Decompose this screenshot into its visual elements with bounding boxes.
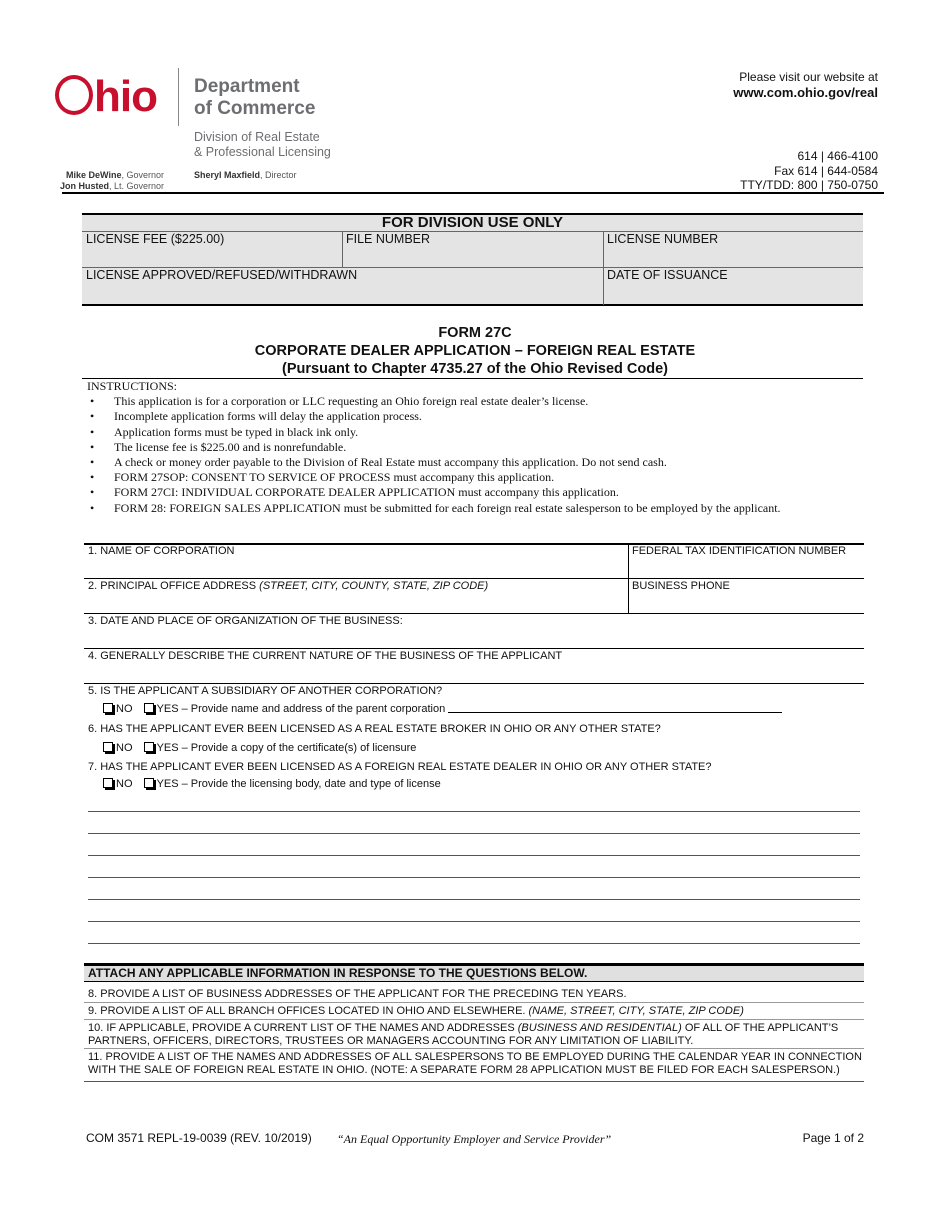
attach-rule <box>84 1002 864 1003</box>
license-fee-field[interactable]: LICENSE FEE ($225.00) <box>86 232 225 246</box>
governor-name: Mike DeWine <box>66 170 122 180</box>
director-line <box>194 170 297 180</box>
subsidiary-yes-label: YES – Provide name and address of the parent corporation <box>156 703 446 715</box>
subsidiary-yes-checkbox[interactable] <box>144 703 154 713</box>
governor-line <box>40 170 164 181</box>
dealer-license-question: 7. HAS THE APPLICANT EVER BEEN LICENSED AS A FOREIGN REAL ESTATE DEALER IN OHIO OR ANY OTHER STATE? <box>88 761 712 773</box>
division-name <box>194 130 331 160</box>
dealer-license-options <box>103 778 441 790</box>
contact-numbers <box>740 149 878 193</box>
lt-governor-line <box>40 181 164 192</box>
governor-title: , Governor <box>121 170 164 180</box>
dealer-no-label: NO <box>116 778 133 790</box>
attach-item-11 <box>88 1051 868 1076</box>
file-number-field[interactable]: FILE NUMBER <box>346 232 431 246</box>
division-use-divider <box>603 231 604 305</box>
broker-yes-label: YES – Provide a copy of the certificate(s) of licensure <box>156 742 417 754</box>
attach-title: ATTACH ANY APPLICABLE INFORMATION IN RESPONSE TO THE QUESTIONS BELOW. <box>88 966 588 980</box>
instruction-item: • Incomplete application forms will delay the application process. <box>87 409 781 424</box>
director-title: , Director <box>260 170 297 180</box>
attach-item-10-line-1 <box>88 1022 868 1035</box>
attach-item-10 <box>88 1022 868 1047</box>
visit-text: Please visit our website at <box>739 70 878 84</box>
fax-number: Fax 614 | 644-0584 <box>774 163 878 178</box>
attach-item-9-text: 9. PROVIDE A LIST OF ALL BRANCH OFFICES LOCATED IN OHIO AND ELSEWHERE. <box>88 1005 529 1017</box>
corporation-name-field[interactable]: 1. NAME OF CORPORATION <box>88 545 235 557</box>
attach-bottom-rule <box>84 1081 864 1082</box>
form-number: FORM 27C <box>438 325 512 341</box>
website-block <box>733 70 878 100</box>
attach-item-10-hint: (BUSINESS AND RESIDENTIAL) <box>517 1022 682 1034</box>
division-use-title: FOR DIVISION USE ONLY <box>381 214 564 231</box>
instructions <box>87 379 781 516</box>
organization-date-field[interactable]: 3. DATE AND PLACE OF ORGANIZATION OF THE BUSINESS: <box>88 615 403 627</box>
attach-item-9-hint: (NAME, STREET, CITY, STATE, ZIP CODE) <box>528 1005 744 1017</box>
phone-number: 614 | 466-4100 <box>797 149 878 163</box>
instruction-item: • A check or money order payable to the Division of Real Estate must accompany this application. Do not send cash. <box>87 455 781 470</box>
attach-item-11-line-1: 11. PROVIDE A LIST OF THE NAMES AND ADDRESSES OF ALL SALESPERSONS TO BE EMPLOYED DURING THE CALENDAR YEAR IN CONNECTION <box>88 1051 862 1063</box>
broker-license-options <box>103 742 416 754</box>
attach-item-11-line-2: WITH THE SALE OF FOREIGN REAL ESTATE IN OHIO. (NOTE: A SEPARATE FORM 28 APPLICATION MUST BE FILED FOR EACH SALESPERSON.) <box>88 1063 840 1076</box>
division-line-1: Division of Real Estate <box>194 130 320 144</box>
broker-no-label: NO <box>116 742 133 754</box>
license-status-field[interactable]: LICENSE APPROVED/REFUSED/WITHDRAWN <box>86 268 358 282</box>
fein-field[interactable]: FEDERAL TAX IDENTIFICATION NUMBER <box>632 545 847 557</box>
subsidiary-question: 5. IS THE APPLICANT A SUBSIDIARY OF ANOTHER CORPORATION? <box>88 685 443 697</box>
writing-line[interactable] <box>88 877 860 878</box>
form-title-block <box>82 324 868 378</box>
ohio-logo-o-icon <box>55 75 93 115</box>
writing-line[interactable] <box>88 811 860 812</box>
equal-opportunity-statement: “An Equal Opportunity Employer and Service Provider” <box>337 1132 612 1146</box>
principal-office-hint: (STREET, CITY, COUNTY, STATE, ZIP CODE) <box>259 580 489 592</box>
website-link[interactable]: www.com.ohio.gov/real <box>733 85 878 100</box>
lt-governor-name: Jon Husted <box>59 181 109 191</box>
department-name <box>194 76 315 120</box>
form-code: COM 3571 REPL-19-0039 (REV. 10/2019) <box>86 1131 312 1145</box>
header-rule <box>62 192 884 194</box>
writing-line[interactable] <box>88 855 860 856</box>
question-rule <box>84 613 864 614</box>
subsidiary-no-checkbox[interactable] <box>103 703 113 713</box>
business-nature-field[interactable]: 4. GENERALLY DESCRIBE THE CURRENT NATURE OF THE BUSINESS OF THE APPLICANT <box>88 650 563 662</box>
parent-corporation-input[interactable] <box>448 703 782 713</box>
instruction-item: • FORM 27SOP: CONSENT TO SERVICE OF PROCESS must accompany this application. <box>87 470 781 485</box>
question-rule <box>84 578 864 579</box>
attach-rule <box>84 1019 864 1020</box>
ohio-logo-text: hio <box>94 72 157 121</box>
broker-no-checkbox[interactable] <box>103 742 113 752</box>
instructions-list <box>87 394 781 516</box>
attach-item-10-text-end: OF ALL OF THE APPLICANT’S <box>681 1022 839 1034</box>
lt-governor-title: , Lt. Governor <box>108 181 164 191</box>
form-subtitle: (Pursuant to Chapter 4735.27 of the Ohio Revised Code) <box>282 361 668 377</box>
logo-divider <box>178 68 179 126</box>
dealer-yes-checkbox[interactable] <box>144 778 154 788</box>
dealer-yes-label: YES – Provide the licensing body, date and type of license <box>156 778 441 790</box>
question-rule <box>84 683 864 684</box>
broker-yes-checkbox[interactable] <box>144 742 154 752</box>
instruction-item: • FORM 27CI: INDIVIDUAL CORPORATE DEALER APPLICATION must accompany this application. <box>87 485 781 500</box>
date-of-issuance-field[interactable]: DATE OF ISSUANCE <box>607 268 728 282</box>
attach-item-8: 8. PROVIDE A LIST OF BUSINESS ADDRESSES OF THE APPLICANT FOR THE PRECEDING TEN YEARS. <box>88 988 627 1000</box>
tty-number: TTY/TDD: 800 | 750-0750 <box>740 178 878 192</box>
subsidiary-options <box>103 703 782 715</box>
department-line-1: Department <box>194 76 300 97</box>
ohio-logo <box>55 72 157 122</box>
instruction-item: • This application is for a corporation or LLC requesting an Ohio foreign real estate dealer’s license. <box>87 394 781 409</box>
license-number-field[interactable]: LICENSE NUMBER <box>607 232 719 246</box>
instruction-item: • The license fee is $225.00 and is nonrefundable. <box>87 440 781 455</box>
attach-item-10-text: 10. IF APPLICABLE, PROVIDE A CURRENT LIST OF THE NAMES AND ADDRESSES <box>88 1022 518 1034</box>
subsidiary-no-label: NO <box>116 703 133 715</box>
department-line-2: of Commerce <box>194 98 316 119</box>
attach-rule <box>84 1048 864 1049</box>
division-use-divider <box>342 231 343 267</box>
instruction-item: • Application forms must be typed in black ink only. <box>87 425 781 440</box>
writing-line[interactable] <box>88 899 860 900</box>
principal-office-label: 2. PRINCIPAL OFFICE ADDRESS <box>88 580 260 592</box>
attach-item-9 <box>88 1005 868 1018</box>
dealer-no-checkbox[interactable] <box>103 778 113 788</box>
writing-line[interactable] <box>88 943 860 944</box>
page-number: Page 1 of 2 <box>802 1131 864 1145</box>
instruction-item: • FORM 28: FOREIGN SALES APPLICATION must be submitted for each foreign real estate salesperson to be employed by the applicant. <box>87 501 781 516</box>
principal-office-field[interactable] <box>88 580 488 592</box>
writing-line[interactable] <box>88 833 860 834</box>
division-line-2: & Professional Licensing <box>194 145 331 159</box>
writing-line[interactable] <box>88 921 860 922</box>
director-name: Sheryl Maxfield <box>194 170 261 180</box>
form-title: CORPORATE DEALER APPLICATION – FOREIGN REAL ESTATE <box>254 343 696 359</box>
broker-license-question: 6. HAS THE APPLICANT EVER BEEN LICENSED AS A REAL ESTATE BROKER IN OHIO OR ANY OTHER STATE? <box>88 723 661 735</box>
business-phone-field[interactable]: BUSINESS PHONE <box>632 580 730 592</box>
attach-item-10-line-2: PARTNERS, OFFICERS, DIRECTORS, TRUSTEES OR MANAGERS ACCOUNTING FOR ANY LIMITATION OF LIABILITY. <box>88 1034 694 1047</box>
governor-block <box>40 170 164 192</box>
instructions-heading: INSTRUCTIONS: <box>87 379 178 393</box>
question-rule <box>84 648 864 649</box>
